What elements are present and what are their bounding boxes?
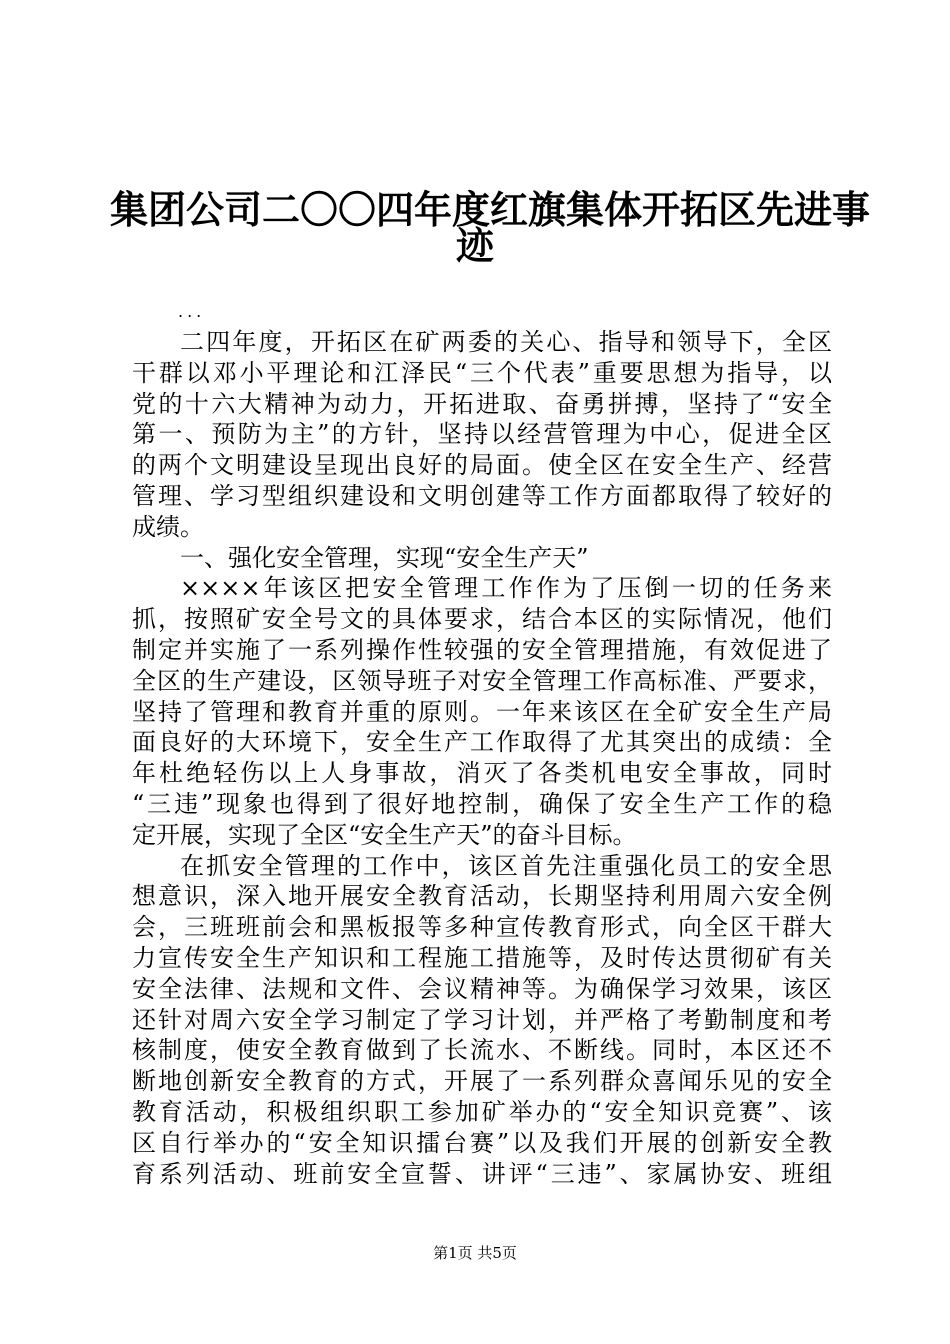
- body-line: 在抓安全管理的工作中，该区首先注重强化员工的安全思: [180, 851, 832, 880]
- body-line: 党的十六大精神为动力，开拓进取、奋勇拼搏，坚持了“安全: [132, 389, 832, 418]
- page-footer: 第1页 共5页: [433, 1244, 517, 1262]
- body-line: 定开展，实现了全区“安全生产天”的奋斗目标。: [132, 820, 637, 849]
- body-line: 育系列活动、班前安全宣誓、讲评“三违”、家属协安、班组: [132, 1159, 832, 1188]
- document-title-continuation: 迹: [455, 224, 494, 268]
- body-line: “三违”现象也得到了很好地控制，确保了安全生产工作的稳: [132, 789, 832, 818]
- ellipsis-mark: ...: [178, 302, 206, 321]
- body-line: 成绩。: [132, 512, 204, 541]
- body-line: 全区的生产建设，区领导班子对安全管理工作高标准、严要求，: [132, 666, 832, 695]
- body-line: 年杜绝轻伤以上人身事故，消灭了各类机电安全事故，同时: [132, 759, 832, 788]
- body-line: 坚持了管理和教育并重的原则。一年来该区在全矿安全生产局: [132, 697, 832, 726]
- body-line: 第一、预防为主”的方针，坚持以经营管理为中心，促进全区: [132, 420, 832, 449]
- body-line: 一、强化安全管理，实现“安全生产天”: [180, 543, 589, 572]
- body-line: 教育活动，积极组织职工参加矿举办的“安全知识竞赛”、该: [132, 1097, 832, 1126]
- body-line: 核制度，使安全教育做到了长流水、不断线。同时，本区还不: [132, 1036, 832, 1065]
- body-line: 的两个文明建设呈现出良好的局面。使全区在安全生产、经营: [132, 451, 832, 480]
- body-line: 抓，按照矿安全号文的具体要求，结合本区的实际情况，他们: [132, 605, 832, 634]
- body-line: 二四年度，开拓区在矿两委的关心、指导和领导下，全区: [180, 328, 832, 356]
- body-line: 会，三班班前会和黑板报等多种宣传教育形式，向全区干群大: [132, 913, 832, 942]
- body-line: 面良好的大环境下，安全生产工作取得了尤其突出的成绩：全: [132, 728, 832, 757]
- body-line: 力宣传安全生产知识和工程施工措施等，及时传达贯彻矿有关: [132, 943, 832, 972]
- body-line: 区自行举办的“安全知识擂台赛”以及我们开展的创新安全教: [132, 1128, 832, 1157]
- body-line: 还针对周六安全学习制定了学习计划，并严格了考勤制度和考: [132, 1005, 832, 1034]
- document-body: [132, 327, 832, 1189]
- body-line: 干群以邓小平理论和江泽民“三个代表”重要思想为指导，以: [132, 358, 832, 387]
- body-line: 安全法律、法规和文件、会议精神等。为确保学习效果，该区: [132, 974, 832, 1003]
- body-line: ××××年该区把安全管理工作作为了压倒一切的任务来: [180, 574, 832, 603]
- body-line: 管理、学习型组织建设和文明创建等工作方面都取得了较好的: [132, 481, 832, 510]
- body-line: 制定并实施了一系列操作性较强的安全管理措施，有效促进了: [132, 635, 832, 664]
- body-line: 想意识，深入地开展安全教育活动，长期坚持利用周六安全例: [132, 882, 832, 911]
- document-title: 集团公司二〇〇四年度红旗集体开拓区先进事: [110, 188, 871, 232]
- body-line: 断地创新安全教育的方式，开展了一系列群众喜闻乐见的安全: [132, 1067, 832, 1096]
